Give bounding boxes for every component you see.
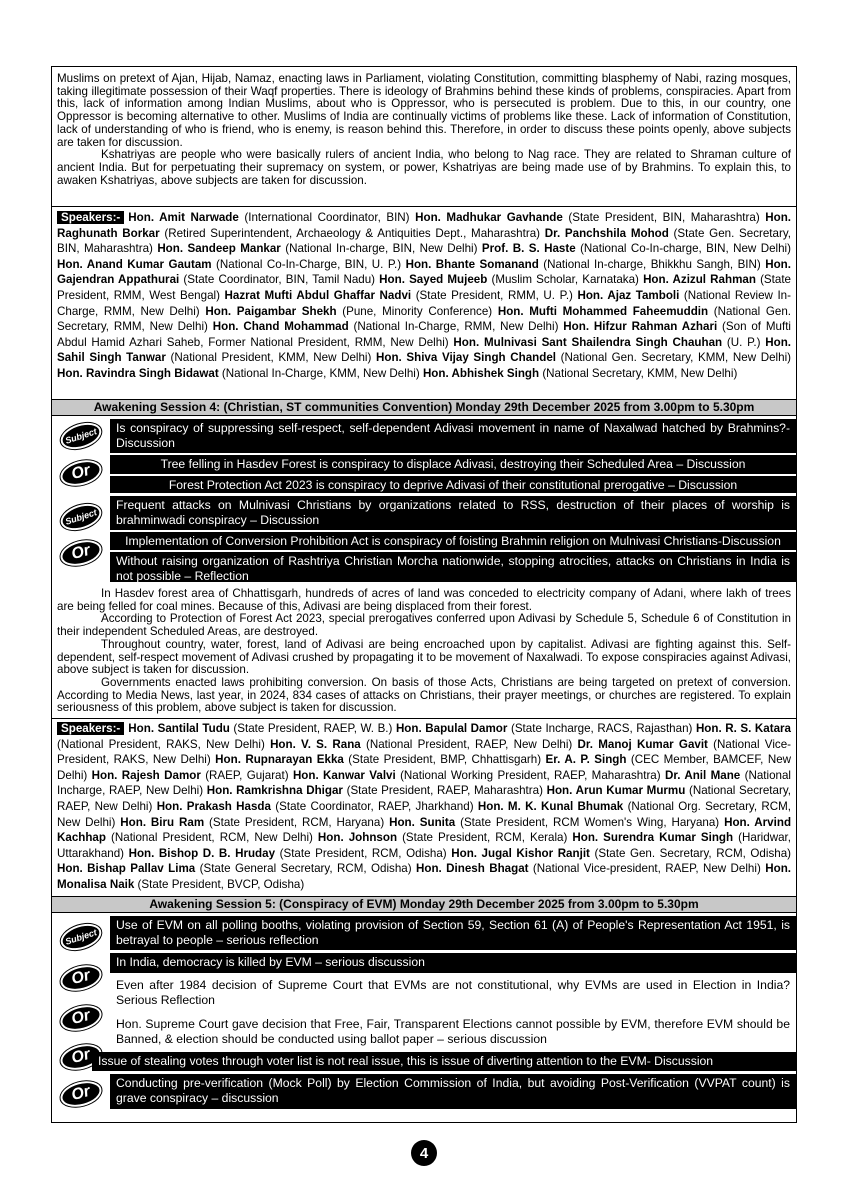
speaker-name: Hon. Sunita [389,815,456,829]
speaker-role: (National President, RAEP, New Delhi) [360,737,578,751]
speaker-role: (State Incharge, RACS, Rajasthan) [507,722,696,735]
speaker-role: (National Vice-President, RAKS, New Delhi) [57,737,791,767]
speaker-name: Hon. Bapulal Damor [395,722,508,735]
speakers-list-1 [52,210,796,398]
speaker-name: Hon. Rajesh Damor [91,768,201,782]
speaker-role: (State President, BMP, Chhattisgarh) [343,753,546,767]
speaker-role: (National In-charge, BIN, New Delhi) [280,242,482,256]
session-5-topic-5: Issue of stealing votes through voter list is not real issue, this is issue of diverting attention to the EVM- Discussion [92,1052,796,1071]
speaker-role: (National Gen. Secretary, RMM, New Delhi) [57,304,791,334]
speaker-name: Hon. Bhante Somanand [405,257,539,271]
speaker-role: (Haridwar, Uttarakhand) [57,831,791,860]
speaker-role: (State President, RCM, Kerala) [397,831,573,845]
session-4-topics [52,417,796,582]
or-badge: Or [58,1077,105,1111]
or-badge: Or [58,456,105,490]
session-4-topic-5: Implementation of Conversion Prohibition Act is conspiracy of foisting Brahmin religion on Mulnivasi Christians-Discussion [110,532,796,550]
speaker-name: Dr. Manoj Kumar Gavit [577,737,708,751]
intro-paragraph-2: Kshatriyas are people who were basically rulers of ancient India, who belong to Nag race. They are related to Shraman culture of ancient India. But for perpetuating their supremacy on system, or power, Kshatriyas are being made use of by Brahmins. To explain this, to awaken Kshatriyas, above subjects are taken for discussion. [57,148,791,187]
subject-badge: Subject [57,499,104,535]
speaker-role: (National Gen. Secretary, KMM, New Delhi) [556,351,792,365]
speaker-role: (Pune, Minority Conference) [336,304,498,318]
speaker-role: (National In-charge, Bhikkhu Sangh, BIN) [538,257,766,271]
speaker-name: Hon. M. K. Kunal Bhumak [477,799,624,813]
speaker-role: (National President, RCM, New Delhi) [105,831,318,845]
or-badge: Or [58,1040,105,1074]
speaker-name: Hon. Dinesh Bhagat [416,862,529,876]
speaker-role: (State Gen. Secretary, BIN, Maharashtra) [57,226,791,256]
session-4-topic-6: Without raising organization of Rashtriya Christian Morcha nationwide, stopping atrocities, attacks on Christians in India is not possible – Reflection [110,552,796,582]
session-4-paragraph-2: According to Protection of Forest Act 2023, special prerogatives conferred upon Adivasi by Schedule 5, Schedule 6 of Constitution in their independent Scheduled Areas, are destroyed. [57,612,791,639]
speaker-name: Hon. Bishop D. B. Hruday [128,846,276,860]
speaker-name: Hon. Sahil Singh Tanwar [57,335,792,365]
speaker-name: Hon. Sandeep Mankar [157,242,281,256]
speaker-role: (National Review In-Charge, RMM, New Delhi) [57,288,791,318]
speaker-name: Dr. Anil Mane [664,768,741,782]
page-frame [51,66,797,1123]
speaker-name: Hon. Rupnarayan Ekka [215,753,344,767]
speaker-name: Hon. Mulnivasi Sant Shailendra Singh Chauhan [453,335,723,349]
session-4-paragraph-1: In Hasdev forest area of Chhattisgarh, hundreds of acres of land was conceded to electricity company of Adani, where lakh of trees are being felled for coal mines. Because of this, Adivasi are being displaced from their forest. [57,588,791,613]
session-5-topic-2: In India, democracy is killed by EVM – serious discussion [110,953,796,973]
speaker-name: Hon. Biru Ram [120,815,205,829]
session-4-topic-3: Forest Protection Act 2023 is conspiracy to deprive Adivasi of their constitutional prerogative – Discussion [110,476,796,493]
session-5-topic-4: Hon. Supreme Court gave decision that Free, Fair, Transparent Elections cannot possible by EVM, therefore EVM should be Banned, & election should be conducted using ballot paper – serious discussion [110,1015,796,1049]
page-number: 4 [411,1140,437,1166]
speaker-name: Er. A. P. Singh [545,753,627,767]
speaker-role: (State President, RMM, West Bengal) [57,273,791,302]
speaker-name: Hon. Surendra Kumar Singh [572,831,734,845]
speaker-role: (State President, RAEP, Maharashtra) [342,784,547,798]
session-5-topic-6: Conducting pre-verification (Mock Poll) by Election Commission of India, but avoiding Post-Verification (VVPAT count) is grave conspiracy – discussion [110,1074,796,1109]
session-5-topic-3: Even after 1984 decision of Supreme Court that EVMs are not constitutional, why EVMs are used in Election in India? Serious Reflection [110,976,796,1012]
speaker-role: (Retired Superintendent, Archaeology & Antiquities Dept., Maharashtra) [159,226,545,240]
session-4-topic-2: Tree felling in Hasdev Forest is conspiracy to displace Adivasi, destroying their Scheduled Area – Discussion [110,455,796,474]
speaker-role: (State President, BVCP, Odisha) [134,877,305,891]
session-4-paragraph-4: Governments enacted laws prohibiting conversion. On basis of those Acts, Christians are being targeted on pretext of conversion. According to Media News, last year, in 2024, 834 cases of attacks on Christians, their prayer meetings, or churches are registered. To explain seriousness of this problem, above subject is taken for discussion. [57,675,791,715]
speaker-name: Hon. Azizul Rahman [643,273,756,287]
speaker-role: (International Coordinator, BIN) [238,211,416,224]
session-4-title: Awakening Session 4: (Christian, ST communities Convention) Monday 29th December 2025 from 3.00pm to 5.30pm [52,399,796,416]
speaker-role: (National Co-In-Charge, BIN, U. P.) [211,257,406,271]
speaker-name: Hon. Jugal Kishor Ranjit [451,846,590,860]
speaker-role: (National Working President, RAEP, Maharashtra) [395,768,665,782]
speaker-role: (State Gen. Secretary, RCM, Odisha) [589,846,791,860]
speaker-role: (CEC Member, BAMCEF, New Delhi) [57,753,792,782]
speaker-name: Hon. Bishap Pallav Lima [57,862,196,876]
speaker-role: (Muslim Scholar, Karnataka) [487,273,644,287]
speaker-role: (National President, KMM, New Delhi) [165,351,376,365]
speaker-name: Hon. Sayed Mujeeb [379,273,488,287]
speaker-role: (National Secretary, RAEP, New Delhi) [57,784,791,813]
speaker-name: Hon. Shiva Vijay Singh Chandel [376,351,556,365]
speaker-name: Hon. Kanwar Valvi [292,768,396,782]
speaker-name: Hon. Monalisa Naik [57,862,791,891]
session-5-topic-1: Use of EVM on all polling booths, violating provision of Section 59, Section 61 (A) of People's Representation Act 1951, is betrayal to people – serious reflection [110,916,796,950]
intro-paragraph-1: Muslims on pretext of Ajan, Hijab, Namaz, enacting laws in Parliament, violating Constitution, committing blasphemy of Nabi, razing mosques, taking illegitimate possession of their Waqf properties. There is ideology of Brahmins behind these kinds of problems, conspiracies. Apart from this, lack of information among Indian Muslims, about who is Oppressor, who is persecuted is problem. Due to this, in our country, one Oppressor is becoming alternative to other. Muslims of India are continually victims of problems like these. Lack of information of Constitution, lack of understanding of who is friend, who is enemy, is reason behind this. Therefore, in order to discuss these points openly, above subjects are taken for discussion. [57,73,791,149]
speaker-role: (State President, RAEP, W. B.) [229,722,396,735]
speaker-role: (State President, RCM Women's Wing, Haryana) [455,815,725,829]
speaker-role: (National In-Charge, RMM, New Delhi) [348,320,564,334]
speaker-name: Prof. B. S. Haste [481,242,576,256]
session-4-explanation [52,588,796,716]
speaker-name: Hon. Abhishek Singh [422,366,540,380]
session-5-title: Awakening Session 5: (Conspiracy of EVM) Monday 29th December 2025 from 3.00pm to 5.30pm [52,896,796,913]
speaker-role: (State President, RMM, U. P.) [411,288,578,302]
speaker-role: (State Coordinator, RAEP, Jharkhand) [270,799,478,813]
speaker-role: (State President, RCM, Haryana) [204,815,390,829]
speaker-name: Hon. Ajaz Tamboli [577,288,680,302]
speakers-label: Speakers:- [57,211,124,224]
speaker-role: (National Vice-president, RAEP, New Delhi) [528,862,766,876]
session-4-paragraph-3: Throughout country, water, forest, land of Adivasi are being encroached upon by capitalist. Adivasi are fighting against this. Self-dependent, self-respect movement of Adivasi crushed by propagating it to be movement of Naxalwadi. To expose conspiracies against Adivasi, above subject is taken for discussion. [57,637,791,677]
speaker-name: Hon. Madhukar Gavhande [415,211,563,224]
speakers-label: Speakers:- [57,722,124,735]
speaker-role: (Son of Mufti Abdul Hamid Azhari Saheb, Former National President, RMM, New Delhi) [57,320,792,349]
speaker-name: Hon. Santilal Tudu [128,722,230,735]
speaker-name: Hon. V. S. Rana [270,737,361,751]
speaker-role: (National Org. Secretary, RCM, New Delhi) [57,799,792,829]
speaker-role: (National Secretary, KMM, New Delhi) [539,366,738,380]
speaker-role: (National In-Charge, KMM, New Delhi) [218,366,423,380]
or-badge: Or [58,1001,105,1035]
speaker-name: Hon. Ramkrishna Dhigar [206,784,343,798]
speaker-name: Hon. R. S. Katara [695,722,791,735]
speaker-name: Dr. Panchshila Mohod [544,226,669,240]
speaker-role: (U. P.) [722,335,766,349]
speaker-name: Hon. Johnson [317,831,398,845]
session-4-topic-1: Is conspiracy of suppressing self-respect, self-dependent Adivasi movement in name of Naxalwad hatched by Brahmins?- Discussion [110,419,796,453]
speaker-role: (State President, RCM, Odisha) [275,846,452,860]
speaker-name: Hon. Ravindra Singh Bidawat [57,366,219,380]
speaker-name: Hon. Raghunath Borkar [57,211,792,240]
speaker-name: Hon. Gajendran Appathurai [57,257,791,287]
speakers-list-2 [52,721,796,895]
subject-badge: Subject [57,418,104,454]
session-4-topic-4: Frequent attacks on Mulnivasi Christians by organizations related to RSS, destruction of their places of worship is brahminwadi conspiracy – Discussion [110,496,796,530]
subject-badge: Subject [57,919,104,955]
speaker-role: (National Co-In-charge, BIN, New Delhi) [575,242,791,256]
speaker-name: Hon. Mufti Mohammed Faheemuddin [497,304,709,318]
speaker-name: Hazrat Mufti Abdul Ghaffar Nadvi [224,288,412,302]
speaker-role: (RAEP, Gujarat) [200,768,293,782]
speaker-role: (State Coordinator, BIN, Tamil Nadu) [179,273,380,287]
speaker-name: Hon. Arvind Kachhap [57,815,792,845]
speaker-role: (State President, BIN, Maharashtra) [562,211,766,224]
or-badge: Or [58,536,105,570]
speaker-name: Hon. Hifzur Rahman Azhari [563,320,718,334]
session-5-topics [52,914,796,1114]
intro-text [52,73,796,187]
speaker-name: Hon. Anand Kumar Gautam [57,257,212,271]
speaker-role: (National Incharge, RAEP, New Delhi) [57,768,791,798]
or-badge: Or [58,961,105,995]
speaker-name: Hon. Prakash Hasda [156,799,271,813]
speaker-role: (State General Secretary, RCM, Odisha) [195,862,416,876]
speaker-name: Hon. Amit Narwade [128,211,239,224]
speaker-name: Hon. Paigambar Shekh [205,304,337,318]
speaker-name: Hon. Arun Kumar Murmu [546,784,686,798]
speaker-role: (National President, RAKS, New Delhi) [57,737,271,751]
speaker-name: Hon. Chand Mohammad [212,320,349,334]
